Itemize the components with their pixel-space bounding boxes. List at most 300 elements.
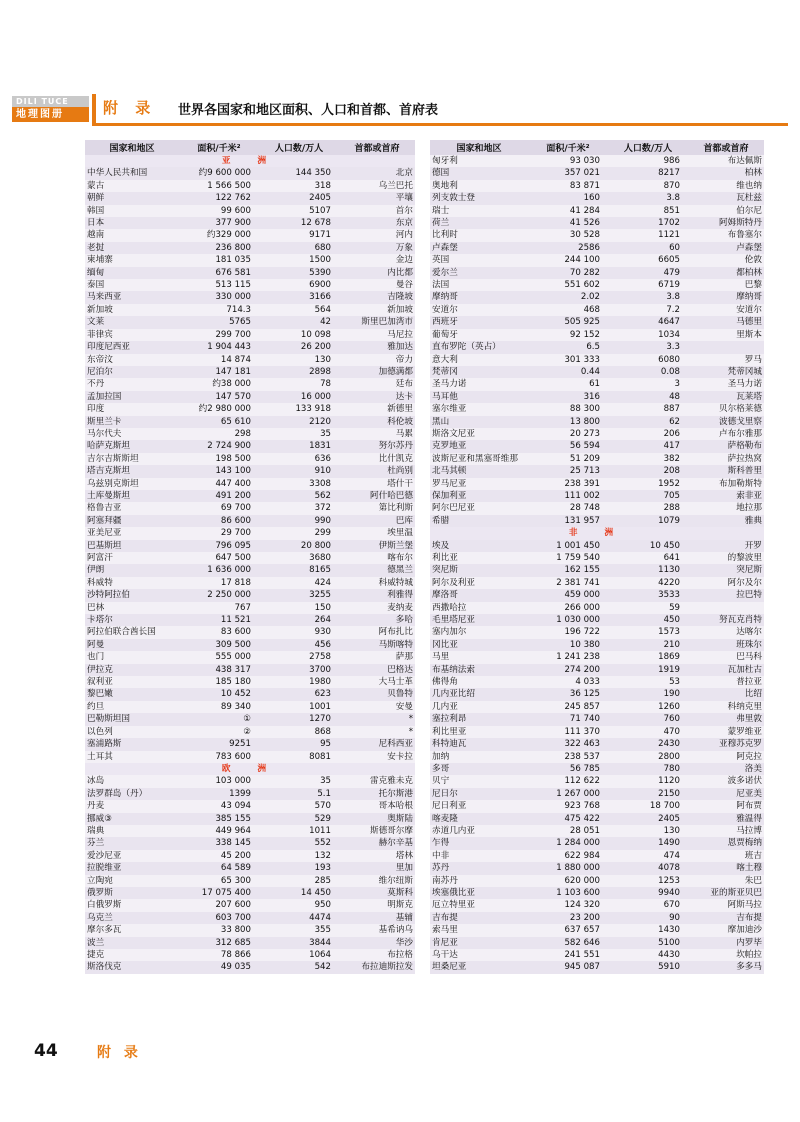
area-value: 603 700 <box>179 912 259 924</box>
country-name: 爱沙尼亚 <box>85 850 179 862</box>
population-value: 3.8 <box>608 291 688 303</box>
table-row <box>85 813 415 825</box>
capital-name: 阿姆斯特丹 <box>688 217 764 229</box>
capital-name: 阿克拉 <box>688 751 764 763</box>
area-value: 266 000 <box>528 602 608 614</box>
population-value: 564 <box>259 304 339 316</box>
population-value: 285 <box>259 875 339 887</box>
capital-name: 新加坡 <box>339 304 415 316</box>
area-value: 238 391 <box>528 478 608 490</box>
table-row <box>430 366 764 378</box>
area-value: 459 000 <box>528 589 608 601</box>
population-value: 190 <box>608 688 688 700</box>
area-value: 1 103 600 <box>528 887 608 899</box>
area-value: 78 866 <box>179 949 259 961</box>
table-row <box>85 775 415 787</box>
table-row <box>430 205 764 217</box>
capital-name: 阿尔及尔 <box>688 577 764 589</box>
country-name: 马里 <box>430 651 528 663</box>
country-name: 乍得 <box>430 837 528 849</box>
area-value: 1 880 000 <box>528 862 608 874</box>
table-row <box>85 478 415 490</box>
capital-name: 马尼拉 <box>339 329 415 341</box>
population-value: 48 <box>608 391 688 403</box>
table-row <box>430 267 764 279</box>
country-name: 法罗群岛（丹） <box>85 788 179 800</box>
population-value: 552 <box>259 837 339 849</box>
table-row <box>85 366 415 378</box>
area-value: 89 340 <box>179 701 259 713</box>
col-header-name: 国家和地区 <box>85 140 179 155</box>
table-row <box>430 564 764 576</box>
table-row <box>430 713 764 725</box>
capital-name: 布拉格 <box>339 949 415 961</box>
table-row <box>430 775 764 787</box>
table-row <box>85 701 415 713</box>
area-value: 767 <box>179 602 259 614</box>
capital-name: 普拉亚 <box>688 676 764 688</box>
table-row <box>85 279 415 291</box>
population-value: 870 <box>608 180 688 192</box>
table-row <box>85 751 415 763</box>
population-value: 5910 <box>608 961 688 973</box>
population-value: 2898 <box>259 366 339 378</box>
area-value: 783 600 <box>179 751 259 763</box>
country-name: 英国 <box>430 254 528 266</box>
table-row <box>85 688 415 700</box>
table-row <box>430 701 764 713</box>
country-name: 吉布提 <box>430 912 528 924</box>
population-value: 1253 <box>608 875 688 887</box>
population-value: 641 <box>608 552 688 564</box>
table-row <box>430 614 764 626</box>
header-badge <box>12 96 89 122</box>
population-value: 705 <box>608 490 688 502</box>
country-name: 埃及 <box>430 540 528 552</box>
area-value: 244 100 <box>528 254 608 266</box>
capital-name: 马累 <box>339 428 415 440</box>
population-value: 450 <box>608 614 688 626</box>
capital-name: 朱巴 <box>688 875 764 887</box>
capital-name: 安曼 <box>339 701 415 713</box>
capital-name: 里斯本 <box>688 329 764 341</box>
area-value: 14 874 <box>179 354 259 366</box>
area-value: 33 800 <box>179 924 259 936</box>
table-row <box>430 949 764 961</box>
area-value: 330 000 <box>179 291 259 303</box>
capital-name: 加德满都 <box>339 366 415 378</box>
table-row <box>85 726 415 738</box>
table-row <box>430 589 764 601</box>
country-name: 塞内加尔 <box>430 626 528 638</box>
country-name: 泰国 <box>85 279 179 291</box>
table-row <box>430 279 764 291</box>
population-value: 868 <box>259 726 339 738</box>
table-row <box>430 391 764 403</box>
country-name: 菲律宾 <box>85 329 179 341</box>
capital-name: 安道尔 <box>688 304 764 316</box>
area-value: 475 422 <box>528 813 608 825</box>
table-row <box>430 515 764 527</box>
country-name: 马来西亚 <box>85 291 179 303</box>
table-row <box>85 589 415 601</box>
population-value: 1980 <box>259 676 339 688</box>
capital-name: 河内 <box>339 229 415 241</box>
area-value: 309 500 <box>179 639 259 651</box>
capital-name: 班珠尔 <box>688 639 764 651</box>
area-value: 274 200 <box>528 664 608 676</box>
area-value: 61 <box>528 378 608 390</box>
area-value: 41 526 <box>528 217 608 229</box>
population-value: 623 <box>259 688 339 700</box>
table-row <box>85 316 415 328</box>
country-name: 意大利 <box>430 354 528 366</box>
capital-name: 塔什干 <box>339 478 415 490</box>
continent-label: 亚 洲 <box>85 155 415 167</box>
population-value: 3 <box>608 378 688 390</box>
table-row <box>430 304 764 316</box>
area-value: 11 521 <box>179 614 259 626</box>
capital-name: 巴马科 <box>688 651 764 663</box>
section-label: 附 录 <box>103 99 157 117</box>
table-row <box>430 552 764 564</box>
area-value: 111 002 <box>528 490 608 502</box>
capital-name: 利雅得 <box>339 589 415 601</box>
capital-name: 伯尔尼 <box>688 205 764 217</box>
capital-name: 萨那 <box>339 651 415 663</box>
capital-name: 托尔斯港 <box>339 788 415 800</box>
capital-name: 喀布尔 <box>339 552 415 564</box>
table-row <box>430 751 764 763</box>
area-value: 945 087 <box>528 961 608 973</box>
area-value: 245 857 <box>528 701 608 713</box>
area-value: 2586 <box>528 242 608 254</box>
area-value: 301 333 <box>528 354 608 366</box>
capital-name: 华沙 <box>339 937 415 949</box>
country-name: 梵蒂冈 <box>430 366 528 378</box>
capital-name: 拉巴特 <box>688 589 764 601</box>
table-row <box>430 899 764 911</box>
country-name: 老挝 <box>85 242 179 254</box>
population-value: 3308 <box>259 478 339 490</box>
capital-name: 维尔纽斯 <box>339 875 415 887</box>
area-value: 56 785 <box>528 763 608 775</box>
capital-name: 哥本哈根 <box>339 800 415 812</box>
capital-name: 罗马 <box>688 354 764 366</box>
country-name: 马尔代夫 <box>85 428 179 440</box>
capital-name: 柏林 <box>688 167 764 179</box>
capital-name: 坎帕拉 <box>688 949 764 961</box>
area-value: 56 594 <box>528 440 608 452</box>
capital-name: 阿什哈巴德 <box>339 490 415 502</box>
capital-name: 埃里温 <box>339 527 415 539</box>
capital-name: 索非亚 <box>688 490 764 502</box>
capital-name: 斯德哥尔摩 <box>339 825 415 837</box>
table-row <box>430 453 764 465</box>
population-value: 2150 <box>608 788 688 800</box>
table-row <box>430 428 764 440</box>
table-row <box>85 378 415 390</box>
population-value: 53 <box>608 676 688 688</box>
capital-name: 斯科普里 <box>688 465 764 477</box>
table-row <box>430 800 764 812</box>
area-value: 45 200 <box>179 850 259 862</box>
table-row <box>430 416 764 428</box>
country-name: 奥地利 <box>430 180 528 192</box>
area-value: 13 800 <box>528 416 608 428</box>
capital-name: 吉布提 <box>688 912 764 924</box>
population-value: 7.2 <box>608 304 688 316</box>
capital-name: 萨拉热窝 <box>688 453 764 465</box>
table-row <box>85 961 415 973</box>
area-value: 1 636 000 <box>179 564 259 576</box>
area-value: 4 033 <box>528 676 608 688</box>
header-accent-bar <box>92 94 96 124</box>
table-row <box>85 651 415 663</box>
capital-name: 卢森堡 <box>688 242 764 254</box>
capital-name: 班吉 <box>688 850 764 862</box>
capital-name: 都柏林 <box>688 267 764 279</box>
population-value: 470 <box>608 726 688 738</box>
population-value: 1919 <box>608 664 688 676</box>
country-name: 日本 <box>85 217 179 229</box>
table-row <box>430 329 764 341</box>
area-value: 143 100 <box>179 465 259 477</box>
table-row <box>430 254 764 266</box>
country-name: 巴基斯坦 <box>85 540 179 552</box>
capital-name: 平壤 <box>339 192 415 204</box>
country-name: 多哥 <box>430 763 528 775</box>
population-value: 6719 <box>608 279 688 291</box>
capital-name: 摩纳哥 <box>688 291 764 303</box>
country-name: 乌干达 <box>430 949 528 961</box>
area-value: 241 551 <box>528 949 608 961</box>
population-value: 4078 <box>608 862 688 874</box>
area-value: 23 200 <box>528 912 608 924</box>
country-name: 瑞典 <box>85 825 179 837</box>
country-name: 西撒哈拉 <box>430 602 528 614</box>
country-name: 巴林 <box>85 602 179 614</box>
country-name: 芬兰 <box>85 837 179 849</box>
area-value: 714.3 <box>179 304 259 316</box>
area-value: 65 300 <box>179 875 259 887</box>
table-row <box>85 440 415 452</box>
population-value: 10 098 <box>259 329 339 341</box>
continent-label: 欧 洲 <box>85 763 415 775</box>
area-value: 385 155 <box>179 813 259 825</box>
population-value: 62 <box>608 416 688 428</box>
area-value: 约38 000 <box>179 378 259 390</box>
table-row <box>430 850 764 862</box>
country-name: 几内亚比绍 <box>430 688 528 700</box>
table-row <box>430 651 764 663</box>
capital-name: * <box>339 713 415 725</box>
population-value: 3.8 <box>608 192 688 204</box>
country-name: 利比亚 <box>430 552 528 564</box>
area-value: 17 818 <box>179 577 259 589</box>
capital-name: 达卡 <box>339 391 415 403</box>
population-value: 1079 <box>608 515 688 527</box>
country-name: 匈牙利 <box>430 155 528 167</box>
capital-name: 明斯克 <box>339 899 415 911</box>
area-value: 1 030 000 <box>528 614 608 626</box>
country-name: 中非 <box>430 850 528 862</box>
population-value: 382 <box>608 453 688 465</box>
table-row <box>85 875 415 887</box>
area-value: 1 267 000 <box>528 788 608 800</box>
population-value: 90 <box>608 912 688 924</box>
capital-name: 卢布尔雅那 <box>688 428 764 440</box>
country-name: 阿塞拜疆 <box>85 515 179 527</box>
population-value: 3255 <box>259 589 339 601</box>
table-row <box>430 242 764 254</box>
country-name: 荷兰 <box>430 217 528 229</box>
population-value: 130 <box>259 354 339 366</box>
table-row <box>85 577 415 589</box>
table-row <box>85 676 415 688</box>
country-name: 喀麦隆 <box>430 813 528 825</box>
population-value: 780 <box>608 763 688 775</box>
country-name: 斯洛伐克 <box>85 961 179 973</box>
population-value: 950 <box>259 899 339 911</box>
country-name: 克罗地亚 <box>430 440 528 452</box>
population-value: 12 678 <box>259 217 339 229</box>
table-row <box>430 738 764 750</box>
area-value: 647 500 <box>179 552 259 564</box>
area-value: 322 463 <box>528 738 608 750</box>
country-name: 中华人民共和国 <box>85 167 179 179</box>
capital-name: 新德里 <box>339 403 415 415</box>
population-value: 6605 <box>608 254 688 266</box>
area-value: 491 200 <box>179 490 259 502</box>
table-row <box>85 639 415 651</box>
area-value: 30 528 <box>528 229 608 241</box>
capital-name: 内比都 <box>339 267 415 279</box>
population-value: 3680 <box>259 552 339 564</box>
table-row <box>430 763 764 775</box>
capital-name: 达喀尔 <box>688 626 764 638</box>
country-name: 比利时 <box>430 229 528 241</box>
table-row <box>85 180 415 192</box>
population-value: 60 <box>608 242 688 254</box>
population-value: 1430 <box>608 924 688 936</box>
country-name: 白俄罗斯 <box>85 899 179 911</box>
population-value: 5107 <box>259 205 339 217</box>
capital-name: 马拉博 <box>688 825 764 837</box>
area-value: 513 115 <box>179 279 259 291</box>
population-value: 1001 <box>259 701 339 713</box>
population-value: 680 <box>259 242 339 254</box>
table-row <box>430 639 764 651</box>
area-value: 1 284 000 <box>528 837 608 849</box>
country-name: 巴勒斯坦国 <box>85 713 179 725</box>
capital-name: 莫斯科 <box>339 887 415 899</box>
area-value: 约9 600 000 <box>179 167 259 179</box>
country-name: 拉脱维亚 <box>85 862 179 874</box>
area-value: 338 145 <box>179 837 259 849</box>
country-name: 挪威③ <box>85 813 179 825</box>
country-name: 亚美尼亚 <box>85 527 179 539</box>
capital-name: 德黑兰 <box>339 564 415 576</box>
capital-name: 蒙罗维亚 <box>688 726 764 738</box>
capital-name: 塔林 <box>339 850 415 862</box>
col-header-pop: 人口数/万人 <box>259 140 339 155</box>
table-row <box>85 254 415 266</box>
table-row <box>430 540 764 552</box>
capital-name: 贝鲁特 <box>339 688 415 700</box>
table-row <box>85 850 415 862</box>
country-name: 不丹 <box>85 378 179 390</box>
footer-section-label: 附 录 <box>97 1045 142 1061</box>
capital-name: 雅加达 <box>339 341 415 353</box>
capital-name: 亚的斯亚贝巴 <box>688 887 764 899</box>
capital-name: 金边 <box>339 254 415 266</box>
area-value: 160 <box>528 192 608 204</box>
table-row <box>430 155 764 167</box>
area-value: 25 713 <box>528 465 608 477</box>
country-name: 塞浦路斯 <box>85 738 179 750</box>
col-header-area: 面积/千米² <box>179 140 259 155</box>
area-value: 162 155 <box>528 564 608 576</box>
country-name: 坦桑尼亚 <box>430 961 528 973</box>
country-name: 叙利亚 <box>85 676 179 688</box>
header-rule <box>92 123 788 126</box>
capital-name: 科伦坡 <box>339 416 415 428</box>
area-value: 207 600 <box>179 899 259 911</box>
population-value: 299 <box>259 527 339 539</box>
country-name: 塞拉利昂 <box>430 713 528 725</box>
country-name: 沙特阿拉伯 <box>85 589 179 601</box>
capital-name: 波多诺伏 <box>688 775 764 787</box>
country-name: 列支敦士登 <box>430 192 528 204</box>
capital-name: 比绍 <box>688 688 764 700</box>
table-row <box>85 403 415 415</box>
table-row <box>430 192 764 204</box>
capital-name: 瓦杜兹 <box>688 192 764 204</box>
country-name: 柬埔寨 <box>85 254 179 266</box>
country-name: 阿曼 <box>85 639 179 651</box>
area-value: 1399 <box>179 788 259 800</box>
population-value: 4474 <box>259 912 339 924</box>
country-name: 俄罗斯 <box>85 887 179 899</box>
area-value: 6.5 <box>528 341 608 353</box>
table-row <box>430 626 764 638</box>
table-row <box>85 453 415 465</box>
right-table-body <box>430 155 764 974</box>
table-row <box>85 937 415 949</box>
country-name: 卡塔尔 <box>85 614 179 626</box>
country-name: 土耳其 <box>85 751 179 763</box>
country-name: 保加利亚 <box>430 490 528 502</box>
area-value: 111 370 <box>528 726 608 738</box>
country-name: 毛里塔尼亚 <box>430 614 528 626</box>
badge-top-text: DILI TUCE <box>12 96 89 107</box>
table-row <box>85 267 415 279</box>
capital-name: 维也纳 <box>688 180 764 192</box>
population-value: 3.3 <box>608 341 688 353</box>
population-value: 636 <box>259 453 339 465</box>
area-value: 357 021 <box>528 167 608 179</box>
area-value: 299 700 <box>179 329 259 341</box>
table-row <box>85 949 415 961</box>
table-row <box>430 180 764 192</box>
capital-name: 圣马力诺 <box>688 378 764 390</box>
country-name: 波兰 <box>85 937 179 949</box>
area-value: 147 570 <box>179 391 259 403</box>
country-name: 丹麦 <box>85 800 179 812</box>
table-row <box>85 564 415 576</box>
capital-name: 万象 <box>339 242 415 254</box>
